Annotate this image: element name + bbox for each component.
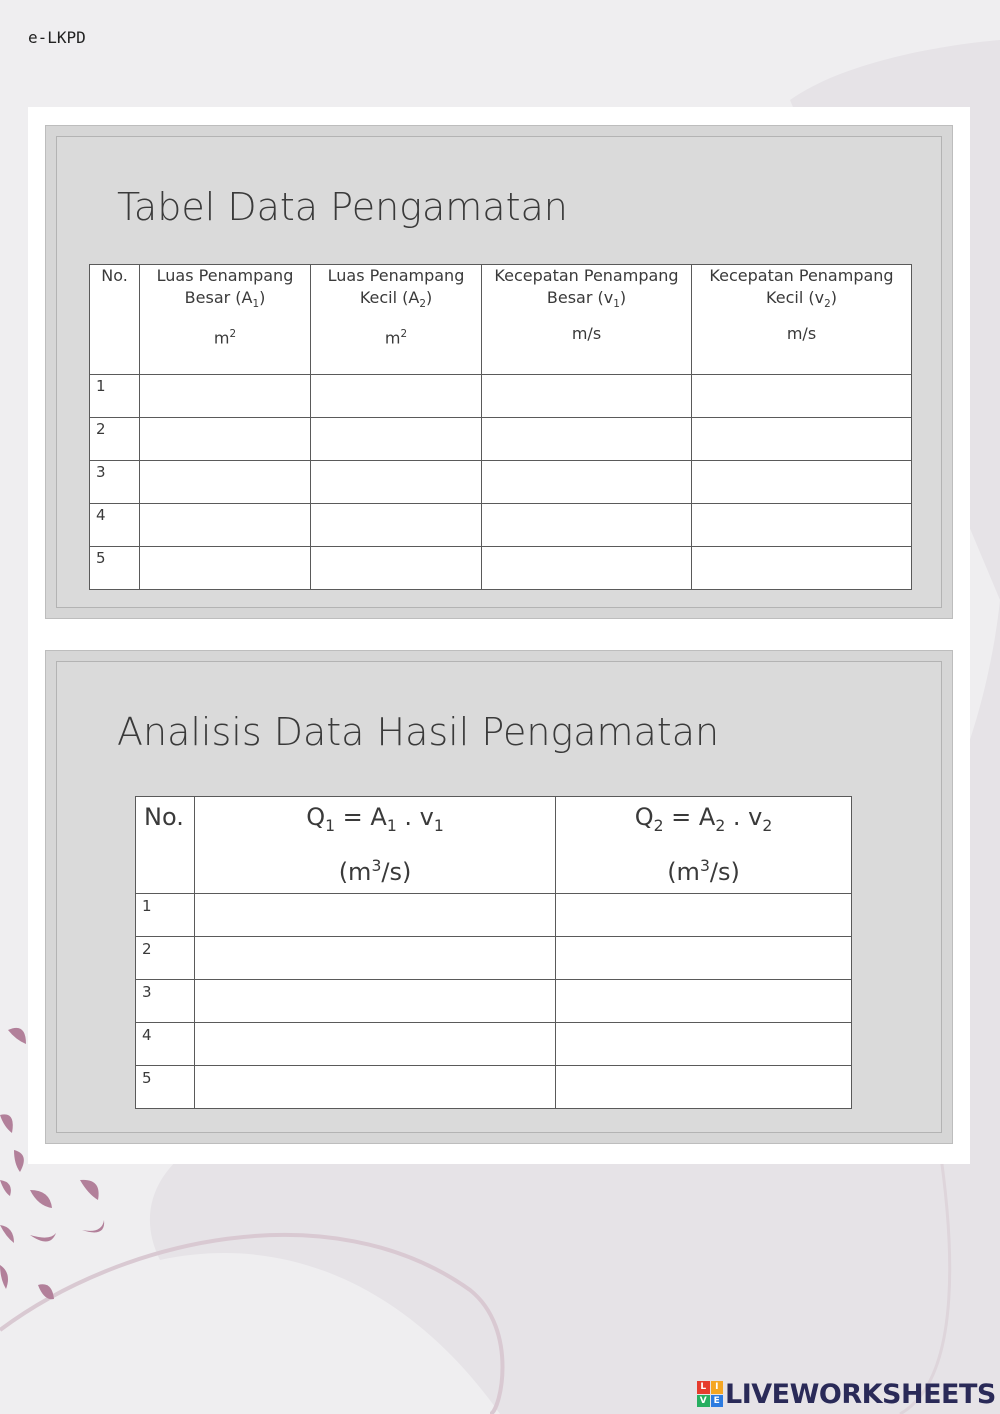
analysis-panel-frame <box>56 661 942 1133</box>
input-cell[interactable] <box>556 937 852 980</box>
header-luas-besar-unit <box>140 323 310 349</box>
header-luas-kecil-symbol: Kecil (A <box>359 288 420 307</box>
header-luas-besar-line2 <box>184 288 266 311</box>
input-cell[interactable] <box>556 980 852 1023</box>
input-cell[interactable] <box>140 547 311 590</box>
q2-dot-v: . v <box>725 803 763 831</box>
header-kecepatan-besar-symbol: Besar (v <box>546 288 614 307</box>
input-cell[interactable] <box>311 504 482 547</box>
input-cell[interactable] <box>482 418 692 461</box>
header-luas-kecil-sub: 2 <box>419 298 426 311</box>
q1-a-sub: 1 <box>386 816 397 835</box>
input-cell[interactable] <box>692 504 912 547</box>
q2-a-sub: 2 <box>715 816 726 835</box>
logo-icon-letter: E <box>711 1395 724 1408</box>
header-kecepatan-besar-line1: Kecepatan Penampang <box>494 266 679 285</box>
input-cell[interactable] <box>195 894 556 937</box>
input-cell[interactable] <box>140 504 311 547</box>
row-number: 2 <box>90 418 140 461</box>
input-cell[interactable] <box>195 980 556 1023</box>
header-kecepatan-kecil-line1: Kecepatan Penampang <box>709 266 894 285</box>
q1-unit <box>339 858 412 886</box>
q1-dot-v: . v <box>396 803 434 831</box>
unit-exponent: 2 <box>400 328 408 341</box>
row-number: 5 <box>136 1066 195 1109</box>
header-no: No. <box>136 797 195 894</box>
observation-table <box>89 264 912 590</box>
liveworksheets-logo-icon <box>697 1381 723 1407</box>
q1-sub: 1 <box>325 816 336 835</box>
q1-equals-a: = A <box>335 803 387 831</box>
input-cell[interactable] <box>482 461 692 504</box>
q1-unit-exponent: 3 <box>371 856 382 875</box>
header-luas-kecil <box>311 265 482 375</box>
header-kecepatan-besar-sub: 1 <box>613 298 620 311</box>
q1-unit-base: (m <box>338 857 372 886</box>
input-cell[interactable] <box>692 461 912 504</box>
header-kecepatan-kecil-sub: 2 <box>824 298 831 311</box>
header-kecepatan-kecil-line2 <box>766 288 837 311</box>
input-cell[interactable] <box>692 375 912 418</box>
table-row <box>90 547 912 590</box>
q2-unit-rest: /s) <box>709 857 740 886</box>
header-kecepatan-kecil-unit: m/s <box>786 324 817 344</box>
input-cell[interactable] <box>556 1023 852 1066</box>
analysis-title: Analisis Data Hasil Pengamatan <box>117 710 720 754</box>
input-cell[interactable] <box>311 461 482 504</box>
header-luas-kecil-line2 <box>359 288 433 311</box>
q1-unit-rest: /s) <box>381 857 412 886</box>
q1-symbol: Q <box>306 803 326 831</box>
header-kecepatan-besar <box>482 265 692 375</box>
input-cell[interactable] <box>140 375 311 418</box>
q2-sub: 2 <box>653 816 664 835</box>
header-luas-kecil-unit <box>311 323 481 349</box>
q2-equals-a: = A <box>663 803 716 831</box>
q2-v-sub: 2 <box>762 816 773 835</box>
input-cell[interactable] <box>195 937 556 980</box>
header-luas-besar-symbol: Besar (A <box>184 288 253 307</box>
input-cell[interactable] <box>311 418 482 461</box>
header-luas-kecil-line1: Luas Penampang <box>327 266 465 285</box>
unit-base: m <box>384 328 401 348</box>
liveworksheets-logo[interactable] <box>697 1378 996 1410</box>
row-number: 1 <box>90 375 140 418</box>
row-number: 3 <box>136 980 195 1023</box>
table-row <box>90 375 912 418</box>
input-cell[interactable] <box>311 375 482 418</box>
header-no-label: No. <box>101 266 128 285</box>
input-cell[interactable] <box>482 504 692 547</box>
header-kecepatan-kecil <box>692 265 912 375</box>
row-number: 3 <box>90 461 140 504</box>
unit-base: m <box>213 328 230 348</box>
table-row <box>136 1066 852 1109</box>
input-cell[interactable] <box>692 547 912 590</box>
analysis-header-row <box>136 797 852 894</box>
table-row <box>90 461 912 504</box>
logo-icon-letter: V <box>697 1395 710 1408</box>
header-luas-kecil-close: ) <box>425 288 433 307</box>
analysis-table <box>135 796 852 1109</box>
input-cell[interactable] <box>556 1066 852 1109</box>
row-number: 5 <box>90 547 140 590</box>
header-kecepatan-besar-line2 <box>546 288 627 311</box>
header-kecepatan-kecil-close: ) <box>830 288 837 307</box>
header-luas-besar-close: ) <box>259 288 266 307</box>
table-row <box>136 980 852 1023</box>
observation-header-row <box>90 265 912 375</box>
row-number: 2 <box>136 937 195 980</box>
q2-symbol: Q <box>634 803 654 831</box>
logo-icon-letter: L <box>697 1381 710 1394</box>
header-no <box>90 265 140 375</box>
input-cell[interactable] <box>311 547 482 590</box>
input-cell[interactable] <box>556 894 852 937</box>
input-cell[interactable] <box>482 375 692 418</box>
header-q1 <box>195 797 556 894</box>
header-kecepatan-besar-unit: m/s <box>571 324 602 344</box>
input-cell[interactable] <box>140 418 311 461</box>
liveworksheets-logo-text: LIVEWORKSHEETS <box>725 1378 996 1410</box>
header-luas-besar-line1: Luas Penampang <box>156 266 294 285</box>
header-q2 <box>556 797 852 894</box>
analysis-panel <box>45 650 953 1144</box>
q2-formula <box>634 803 773 835</box>
q2-unit-base: (m <box>667 857 700 886</box>
q1-formula <box>306 803 444 835</box>
header-kecepatan-besar-close: ) <box>619 288 627 307</box>
row-number: 1 <box>136 894 195 937</box>
row-number: 4 <box>90 504 140 547</box>
unit-exponent: 2 <box>229 328 237 341</box>
q2-unit <box>667 858 740 886</box>
input-cell[interactable] <box>692 418 912 461</box>
header-luas-besar <box>140 265 311 375</box>
table-row <box>90 418 912 461</box>
q2-unit-exponent: 3 <box>699 856 710 875</box>
row-number: 4 <box>136 1023 195 1066</box>
header-kecepatan-kecil-symbol: Kecil (v <box>766 288 825 307</box>
observation-title: Tabel Data Pengamatan <box>117 185 568 229</box>
header-luas-besar-sub: 1 <box>252 298 260 311</box>
input-cell[interactable] <box>195 1066 556 1109</box>
table-row <box>90 504 912 547</box>
input-cell[interactable] <box>140 461 311 504</box>
worksheet-page <box>28 107 970 1164</box>
observation-panel-frame <box>56 136 942 608</box>
table-row <box>136 1023 852 1066</box>
input-cell[interactable] <box>195 1023 556 1066</box>
observation-panel <box>45 125 953 619</box>
logo-icon-letter: I <box>711 1381 724 1394</box>
table-row <box>136 894 852 937</box>
q1-v-sub: 1 <box>433 816 444 835</box>
document-label: e-LKPD <box>28 28 86 47</box>
table-row <box>136 937 852 980</box>
input-cell[interactable] <box>482 547 692 590</box>
